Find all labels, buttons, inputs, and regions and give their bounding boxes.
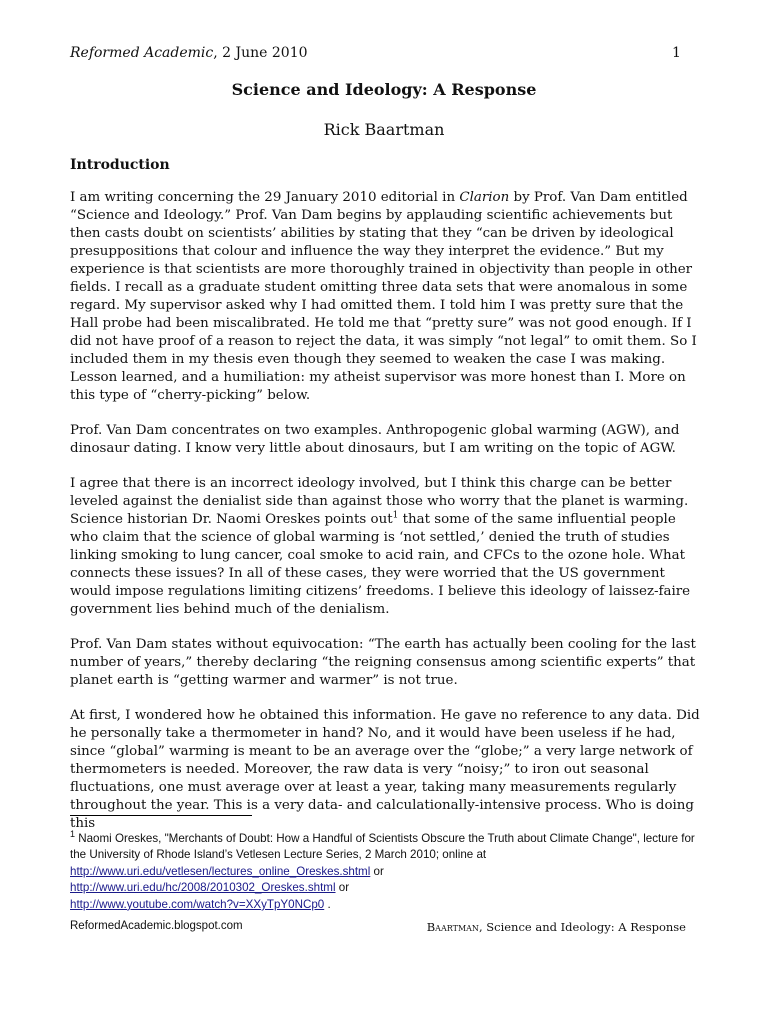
running-header [70,45,308,61]
footnote-link-youtube[interactable]: http://www.youtube.com/watch?v=XXyTpY0NCp0 [70,897,325,911]
footnote-or: or [370,864,384,878]
paragraph-text: I am writing concerning the 29 January 2010 editorial in [70,190,460,205]
footer-title: , Science and Ideology: A Response [478,920,686,934]
footnote-or: or [335,881,350,895]
paragraph-text: I agree that there is an incorrect ideology involved, but I think this charge can be better leveled against the denialist side than against those who worry that the planet is warming. Science historian Dr. Naomi Oreskes points out [70,476,689,527]
footnote-link-uri-vetlesen[interactable]: http://www.uri.edu/vetlesen/lectures_online_Oreskes.shtml [70,864,371,878]
section-heading: Introduction [70,157,170,173]
footer-running-title [427,920,686,934]
footer-author: Baartman [426,920,479,934]
clarion-italic: Clarion [459,190,510,205]
document-title: Science and Ideology: A Response [231,80,537,99]
footnote [70,826,702,913]
footnote-link-uri-hc[interactable]: http://www.uri.edu/hc/2008/2010302_Oreskes.shtml [70,881,336,895]
paragraph-text: by Prof. Van Dam entitled “Science and Ideology.” Prof. Van Dam begins by applauding scientific achievements but then casts doubt on scientists’ abilities by stating that they “can be driven by ideological presuppositions that colour and influence the way they interpret the evidence.” But my experience is that scientists are more thoroughly trained in objectivity than people in other fields. I recall as a graduate student omitting three data sets that were anomalous in some regard. My supervisor asked why I had omitted them. I told him I was pretty sure that the Hall probe had been miscalibrated. He told me that “pretty sure” was not good enough. If I did not have proof of a reason to reject the data, it was simply “not legal” to omit them. So I included them in my thesis even though they seemed to weaken the case I was making. Lesson learned, and a humiliation: my atheist supervisor was more honest than I. More on this type of “cherry-picking” below. [70,190,697,403]
footnote-text: Naomi Oreskes, "Merchants of Doubt: How a Handful of Scientists Obscure the Truth about Climate Change", lecture for the University of Rhode Island’s Vetlesen Lecture Series, 2 March 2010; online at [70,831,695,862]
paragraph-1 [70,189,702,405]
footnote-separator [70,815,252,816]
paragraph-4: Prof. Van Dam states without equivocation: “The earth has actually been cooling for the last number of years,” thereby declaring “the reigning consensus among scientific experts” that planet earth is “getting warmer and warmer” is not true. [70,637,696,688]
footer-site: ReformedAcademic.blogspot.com [70,920,243,932]
paragraph-5: At first, I wondered how he obtained this information. He gave no reference to any data. Did he personally take a thermometer in hand? No, and it would have been useless if he had, since “global” warming is meant to be an average over the “globe;” a very large network of thermometers is needed. Moreover, the raw data is very “noisy;” to iron out seasonal fluctuations, one must average over at least a year, taking many measurements regularly throughout the year. This is a very data- and calculationally-intensive process. Who is doing this [70,708,700,831]
paragraph-text: that some of the same influential people who claim that the science of global warming is ‘not settled,’ denied the truth of studies linking smoking to lung cancer, coal smoke to acid rain, and CFCs to the ozone hole. What connects these issues? In all of these cases, they were worried that the US government would impose regulations limiting citizens’ freedoms. I believe this ideology of laissez-faire government lies behind much of the denialism. [70,512,691,617]
author-name: Rick Baartman [323,120,445,139]
footnote-end: . [324,897,331,911]
footnote-reference[interactable]: 1 [392,510,399,521]
publication-name: Reformed Academic [70,45,214,61]
footnote-marker: 1 [70,829,76,839]
paragraph-2: Prof. Van Dam concentrates on two examples. Anthropogenic global warming (AGW), and dinosaur dating. I know very little about dinosaurs, but I am writing on the topic of AGW. [70,423,680,456]
paragraph-3 [70,475,702,619]
document-body [70,156,702,850]
header-date: , 2 June 2010 [213,45,308,61]
page-number: 1 [672,45,681,61]
